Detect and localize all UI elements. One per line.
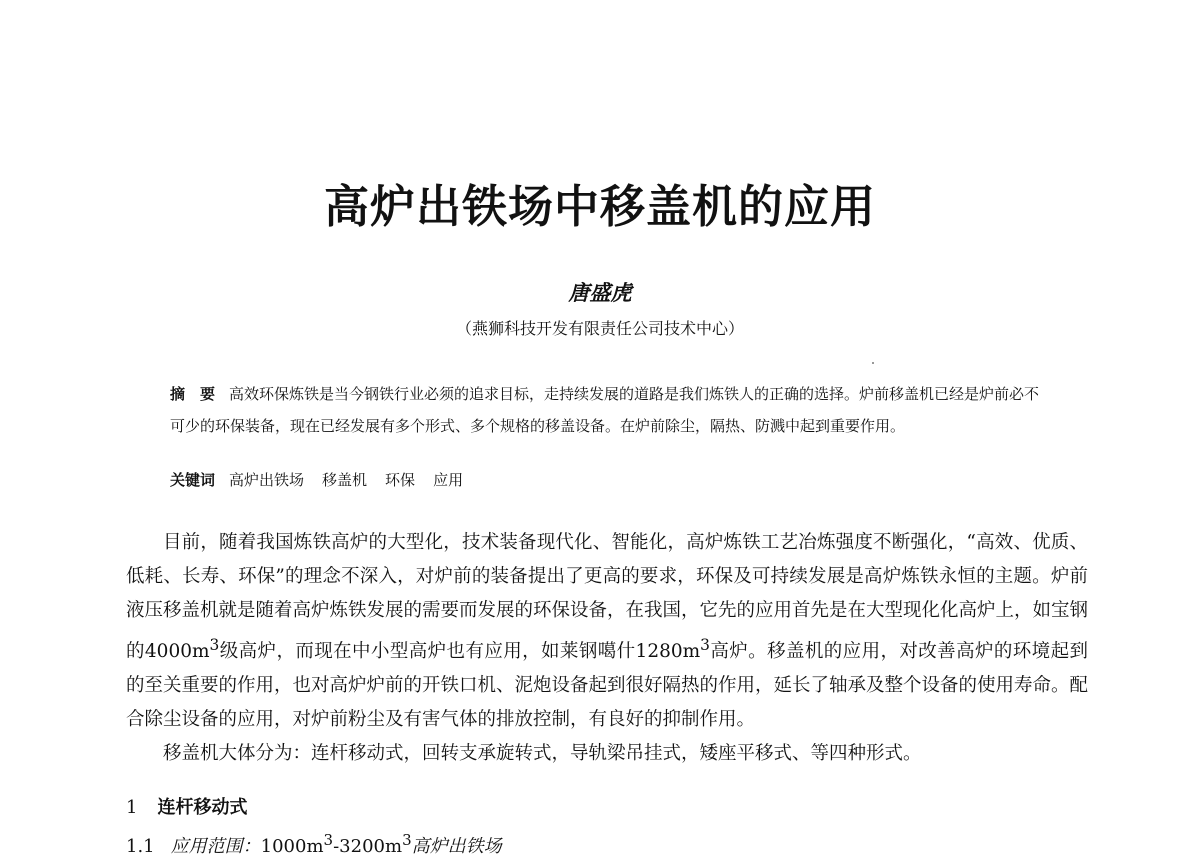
keyword-item: 移盖机 xyxy=(322,471,368,489)
section-1-1-value-1-sup: 3 xyxy=(323,831,334,849)
section-1-1-value-2: 3200m xyxy=(339,836,403,857)
abstract xyxy=(170,378,1050,442)
abstract-text: 高效环保炼铁是当今钢铁行业必须的追求目标，走持续发展的道路是我们炼铁人的正确的选择。炉前移盖机已经是炉前必不可少的环保装备，现在已经发展有多个形式、多个规格的移盖设备。在炉前除尘，隔热、防溅中起到重要作用。 xyxy=(170,385,1040,435)
keywords-label: 关键词 xyxy=(170,471,216,489)
keyword-item: 应用 xyxy=(433,471,464,489)
keyword-item: 高炉出铁场 xyxy=(229,471,305,489)
section-1-1-value-2-sup: 3 xyxy=(402,831,412,849)
body-p1-measure-2: 1280m xyxy=(635,641,701,663)
abstract-label: 摘 要 xyxy=(170,385,216,403)
body-text xyxy=(126,526,1088,771)
body-p1-text: 目前，随着我国炼铁高炉的大型化，技术装备现代化、智能化，高炉炼铁工艺冶炼强度不断强化，“高效、优质、低耗、长寿、环保”的理念不深入，对炉前的装备提出了更高的要求，环保及可持续发展是高炉炼铁永恒的主题。炉前液压移盖机就是随着高炉炼铁发展的需要而发展的环保设备，在我国，它先的应用首先是在大型现化化高炉上，如宝钢的 xyxy=(126,532,1089,663)
keyword-item: 环保 xyxy=(385,471,416,489)
section-1-1-number: 1.1 xyxy=(126,836,155,857)
scan-speck xyxy=(872,362,874,364)
section-1-1-rest: 高炉出铁场 xyxy=(411,836,502,857)
body-p1-mid: 级高炉，而现在中小型高炉也有应用，如莱钢噶什 xyxy=(219,641,636,663)
section-1-1-heading xyxy=(126,826,502,861)
keywords xyxy=(170,466,1050,494)
body-paragraph-2: 移盖机大体分为：连杆移动式，回转支承旋转式，导轨梁吊挂式，矮座平移式、等四种形式。 xyxy=(163,743,922,765)
section-1-title: 连杆移动式 xyxy=(157,797,248,818)
body-p1-measure-1-sup: 3 xyxy=(209,636,220,654)
section-1-1-dash: - xyxy=(333,836,340,857)
section-1-heading xyxy=(126,794,247,822)
body-p1-measure-1: 4000m xyxy=(144,641,210,663)
body-p1-end: 高炉。移盖机的应用，对改善高炉的环境起到的至关重要的作用，也对高炉炉前的开铁口机、泥炮设备起到很好隔热的作用，延长了轴承及整个设备的使用寿命。配合除尘设备的应用，对炉前粉尘及有害气体的排放控制，有良好的抑制作用。 xyxy=(126,641,1089,731)
author-name: 唐盛虎 xyxy=(568,280,632,305)
section-1-1-label: 应用范围： xyxy=(170,836,261,857)
section-1-1-value-1: 1000m xyxy=(260,836,324,857)
author-affiliation: （燕狮科技开发有限责任公司技术中心） xyxy=(455,319,744,338)
paper-title: 高炉出铁场中移盖机的应用 xyxy=(323,180,876,233)
body-p1-measure-2-sup: 3 xyxy=(700,636,710,654)
section-1-number: 1 xyxy=(126,797,138,818)
body-paragraph-1 xyxy=(126,526,1088,737)
